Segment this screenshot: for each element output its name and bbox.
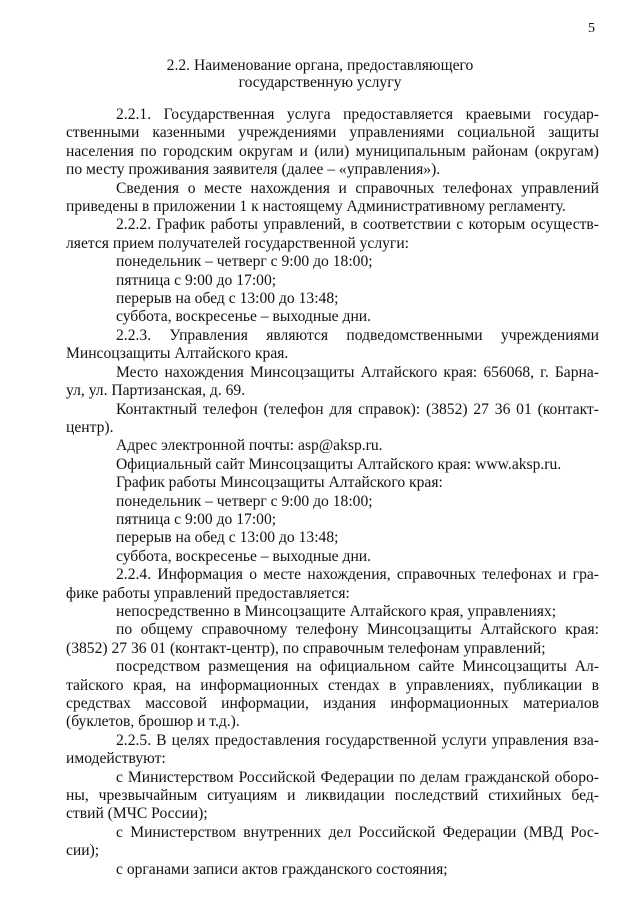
text-line: имодействуют:: [66, 750, 166, 768]
paragraph-p-location: [66, 363, 599, 401]
text-line: суббота, воскресенье – выходные дни.: [116, 547, 372, 565]
text-line: центр).: [66, 418, 114, 436]
text-line: ны, чрезвычайным ситуациям и ликвидации последствий стихийных бед-: [66, 787, 599, 805]
text-line: Контактный телефон (телефон для справок): (3852) 27 36 01 (контакт-: [116, 400, 599, 418]
paragraph-p-2-2-4: [66, 566, 599, 603]
document-body: [66, 106, 599, 879]
text-line: перерыв на обед с 13:00 до 13:48;: [116, 529, 339, 547]
text-line: ляется прием получателей государственной услуги:: [66, 234, 410, 252]
paragraph-p-sched1-b: [91, 272, 599, 290]
paragraph-p-2-2-2: [66, 216, 599, 253]
paragraph-p-sched1-d: [91, 308, 599, 326]
paragraph-p-sched2-d: [91, 548, 599, 566]
paragraph-p-sched2-b: [91, 511, 599, 529]
text-line: пятница с 9:00 до 17:00;: [116, 271, 277, 289]
text-line: (3852) 27 36 01 (контакт-центр), по справочным телефонам управлений;: [66, 639, 546, 657]
text-line: 2.2.2. График работы управлений, в соответствии с которым осуществ-: [116, 216, 599, 234]
section-title-line-2: государственную услугу: [238, 74, 402, 91]
text-line: суббота, воскресенье – выходные дни.: [116, 308, 372, 326]
text-line: 2.2.5. В целях предоставления государственной услуги управления вза-: [116, 731, 599, 749]
text-line: понедельник – четверг с 9:00 до 18:00;: [116, 253, 373, 271]
text-line: по общему справочному телефону Минсоцзащиты Алтайского края:: [116, 621, 599, 639]
text-line: Место нахождения Минсоцзащиты Алтайского края: 656068, г. Барна-: [116, 363, 599, 381]
text-line: фике работы управлений предоставляется:: [66, 584, 350, 602]
text-line: 2.2.1. Государственная услуга предоставляется краевыми государ-: [116, 106, 599, 123]
text-line: 2.2.4. Информация о месте нахождения, справочных телефонах и гра-: [116, 566, 599, 584]
text-line: с органами записи актов гражданского состояния;: [116, 860, 448, 878]
text-line: средствах массовой информации, издания информационных материалов: [66, 695, 599, 712]
paragraph-p-sched1-a: [91, 253, 599, 271]
paragraph-p-direct: [91, 603, 599, 621]
text-line: (буклетов, брошюр и т.д.).: [66, 713, 240, 731]
text-line: Сведения о месте нахождения и справочных телефонах управлений: [116, 179, 599, 197]
text-line: 2.2.3. Управления являются подведомственными учреждениями: [116, 326, 599, 344]
text-line: Минсоцзащиты Алтайского края.: [66, 345, 289, 363]
paragraph-p-sched2-title: [91, 474, 599, 492]
text-line: приведены в приложении 1 к настоящему Административному регламенту.: [66, 198, 566, 216]
text-line: ул, ул. Партизанская, д. 69.: [66, 382, 246, 400]
text-line: ственными казенными учреждениями управлениями социальной защиты: [66, 124, 599, 142]
text-line: Адрес электронной почты: asp@aksp.ru.: [116, 437, 383, 455]
text-line: перерыв на обед с 13:00 до 13:48;: [116, 290, 339, 308]
paragraph-p-mchs: [66, 768, 599, 824]
text-line: с Министерством внутренних дел Российской Федерации (МВД Рос-: [116, 823, 599, 841]
page-number: 5: [588, 21, 595, 36]
paragraph-p-publish: [66, 658, 599, 732]
text-line: сии);: [66, 842, 100, 860]
paragraph-p-2-2-3: [66, 326, 599, 364]
text-line: посредством размещения на официальном сайте Минсоцзащиты Ал-: [116, 658, 599, 676]
paragraph-p-sched2-c: [91, 529, 599, 547]
section-title: [0, 57, 640, 91]
text-line: пятница с 9:00 до 17:00;: [116, 510, 277, 528]
text-line: с Министерством Российской Федерации по делам гражданской оборо-: [116, 768, 599, 786]
text-line: понедельник – четверг с 9:00 до 18:00;: [116, 492, 373, 510]
paragraph-p-info: [66, 179, 599, 217]
paragraph-p-phone: [66, 400, 599, 438]
text-line: населения по городским округам и (или) муниципальным районам (округам): [66, 142, 599, 160]
text-line: Официальный сайт Минсоцзащиты Алтайского края: www.aksp.ru.: [116, 455, 562, 473]
text-line: по месту проживания заявителя (далее – «управления»).: [66, 161, 441, 179]
text-line: График работы Минсоцзащиты Алтайского края:: [116, 474, 443, 492]
paragraph-p-2-2-5: [66, 731, 599, 769]
text-line: тайского края, на информационных стендах в управлениях, публикации в: [66, 676, 599, 694]
paragraph-p-site: [91, 456, 599, 474]
paragraph-p-mvd: [66, 823, 599, 861]
paragraph-p-sched1-c: [91, 290, 599, 308]
section-title-line-1: 2.2. Наименование органа, предоставляющего: [166, 57, 474, 74]
paragraph-p-email: [91, 437, 599, 455]
paragraph-p-2-2-1: [66, 106, 599, 180]
paragraph-p-zags: [91, 861, 599, 879]
paragraph-p-sched2-a: [91, 493, 599, 511]
text-line: непосредственно в Минсоцзащите Алтайского края, управлениях;: [116, 602, 557, 620]
text-line: ствий (МЧС России);: [66, 805, 208, 823]
paragraph-p-common-phone: [66, 621, 599, 658]
